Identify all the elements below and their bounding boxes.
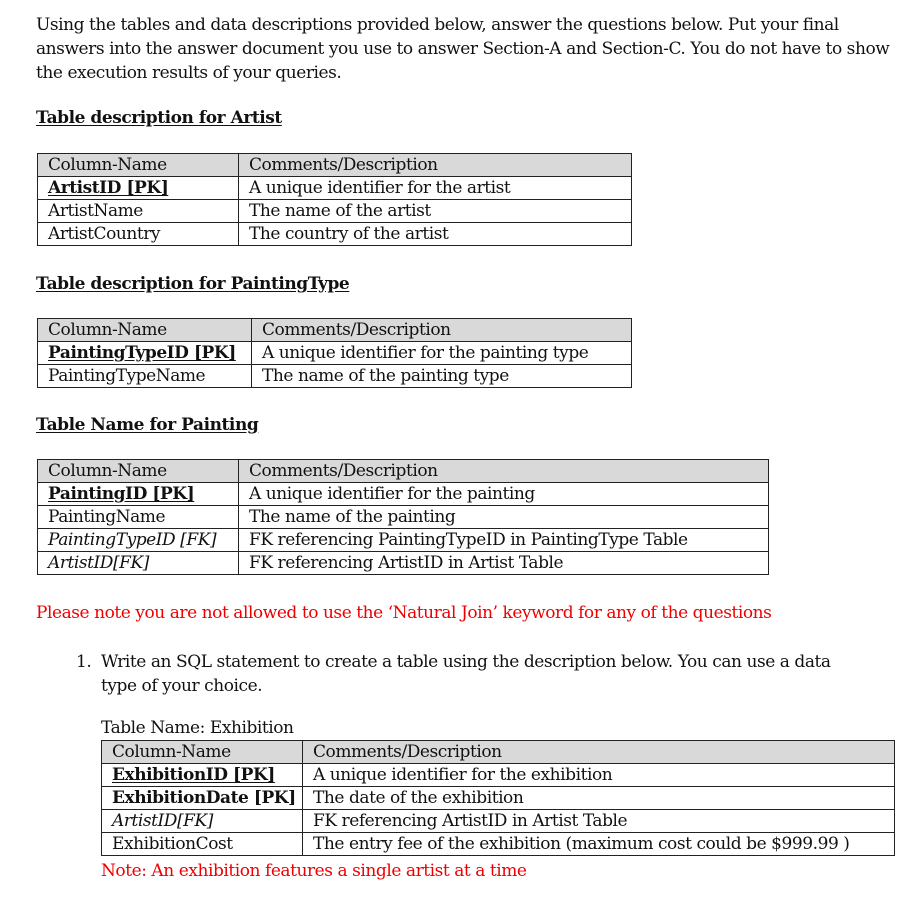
table-row: [38, 529, 769, 552]
table-header-row: [38, 319, 632, 342]
painting-table-heading: Table Name for Painting: [36, 415, 259, 435]
table-row: [102, 833, 895, 856]
column-name-cell: ExhibitionDate [PK]: [102, 787, 303, 810]
column-name-cell: ArtistID[FK]: [38, 552, 239, 575]
table-row: [38, 177, 632, 200]
column-name-cell: PaintingTypeID [FK]: [38, 529, 239, 552]
description-cell: FK referencing ArtistID in Artist Table: [303, 810, 895, 833]
table-row: [38, 483, 769, 506]
description-header: Comments/Description: [303, 741, 895, 764]
description-cell: The name of the artist: [239, 200, 632, 223]
column-name-cell: ArtistID [PK]: [38, 177, 239, 200]
table-header-row: [38, 154, 632, 177]
table-row: [38, 200, 632, 223]
painting-type-description-table: [37, 318, 632, 388]
table-row: [38, 223, 632, 246]
question-number: 1.: [76, 652, 92, 672]
description-cell: The name of the painting: [239, 506, 769, 529]
table-row: [38, 342, 632, 365]
description-cell: FK referencing ArtistID in Artist Table: [239, 552, 769, 575]
artist-table-heading: Table description for Artist: [36, 108, 282, 128]
table-row: [102, 787, 895, 810]
table-row: [38, 506, 769, 529]
column-name-cell: ArtistName: [38, 200, 239, 223]
description-header: Comments/Description: [239, 460, 769, 483]
description-cell: The date of the exhibition: [303, 787, 895, 810]
column-name-cell: ExhibitionCost: [102, 833, 303, 856]
intro-paragraph: Using the tables and data descriptions provided below, answer the questions below. Put your final answers into the answer document you use to answer Section-A and Section-C. You do not have to show the execution results of your queries.: [36, 15, 890, 83]
column-name-header: Column-Name: [38, 319, 252, 342]
column-name-cell: ExhibitionID [PK]: [102, 764, 303, 787]
column-name-cell: ArtistID[FK]: [102, 810, 303, 833]
question-1: [76, 650, 866, 698]
question-text: Write an SQL statement to create a table using the description below. You can use a data type of your choice.: [101, 652, 831, 696]
table-row: [38, 552, 769, 575]
column-name-cell: PaintingName: [38, 506, 239, 529]
column-name-cell: PaintingID [PK]: [38, 483, 239, 506]
description-cell: The entry fee of the exhibition (maximum cost could be $999.99 ): [303, 833, 895, 856]
description-cell: The country of the artist: [239, 223, 632, 246]
table-row: [38, 365, 632, 388]
description-cell: A unique identifier for the painting: [239, 483, 769, 506]
column-name-cell: PaintingTypeID [PK]: [38, 342, 252, 365]
exhibition-note: Note: An exhibition features a single artist at a time: [101, 861, 527, 881]
artist-description-table: [37, 153, 632, 246]
painting-type-table-heading: Table description for PaintingType: [36, 274, 350, 294]
exhibition-description-table: [101, 740, 895, 856]
description-cell: A unique identifier for the painting type: [252, 342, 632, 365]
painting-description-table: [37, 459, 769, 575]
description-cell: A unique identifier for the artist: [239, 177, 632, 200]
column-name-cell: PaintingTypeName: [38, 365, 252, 388]
table-row: [102, 764, 895, 787]
exhibition-table-name: Table Name: Exhibition: [101, 718, 294, 738]
column-name-header: Column-Name: [38, 154, 239, 177]
column-name-header: Column-Name: [102, 741, 303, 764]
table-row: [102, 810, 895, 833]
description-header: Comments/Description: [239, 154, 632, 177]
description-cell: FK referencing PaintingTypeID in PaintingType Table: [239, 529, 769, 552]
table-header-row: [102, 741, 895, 764]
table-header-row: [38, 460, 769, 483]
description-cell: A unique identifier for the exhibition: [303, 764, 895, 787]
description-cell: The name of the painting type: [252, 365, 632, 388]
description-header: Comments/Description: [252, 319, 632, 342]
column-name-cell: ArtistCountry: [38, 223, 239, 246]
natural-join-notice: Please note you are not allowed to use the ‘Natural Join’ keyword for any of the questions: [36, 603, 772, 623]
column-name-header: Column-Name: [38, 460, 239, 483]
